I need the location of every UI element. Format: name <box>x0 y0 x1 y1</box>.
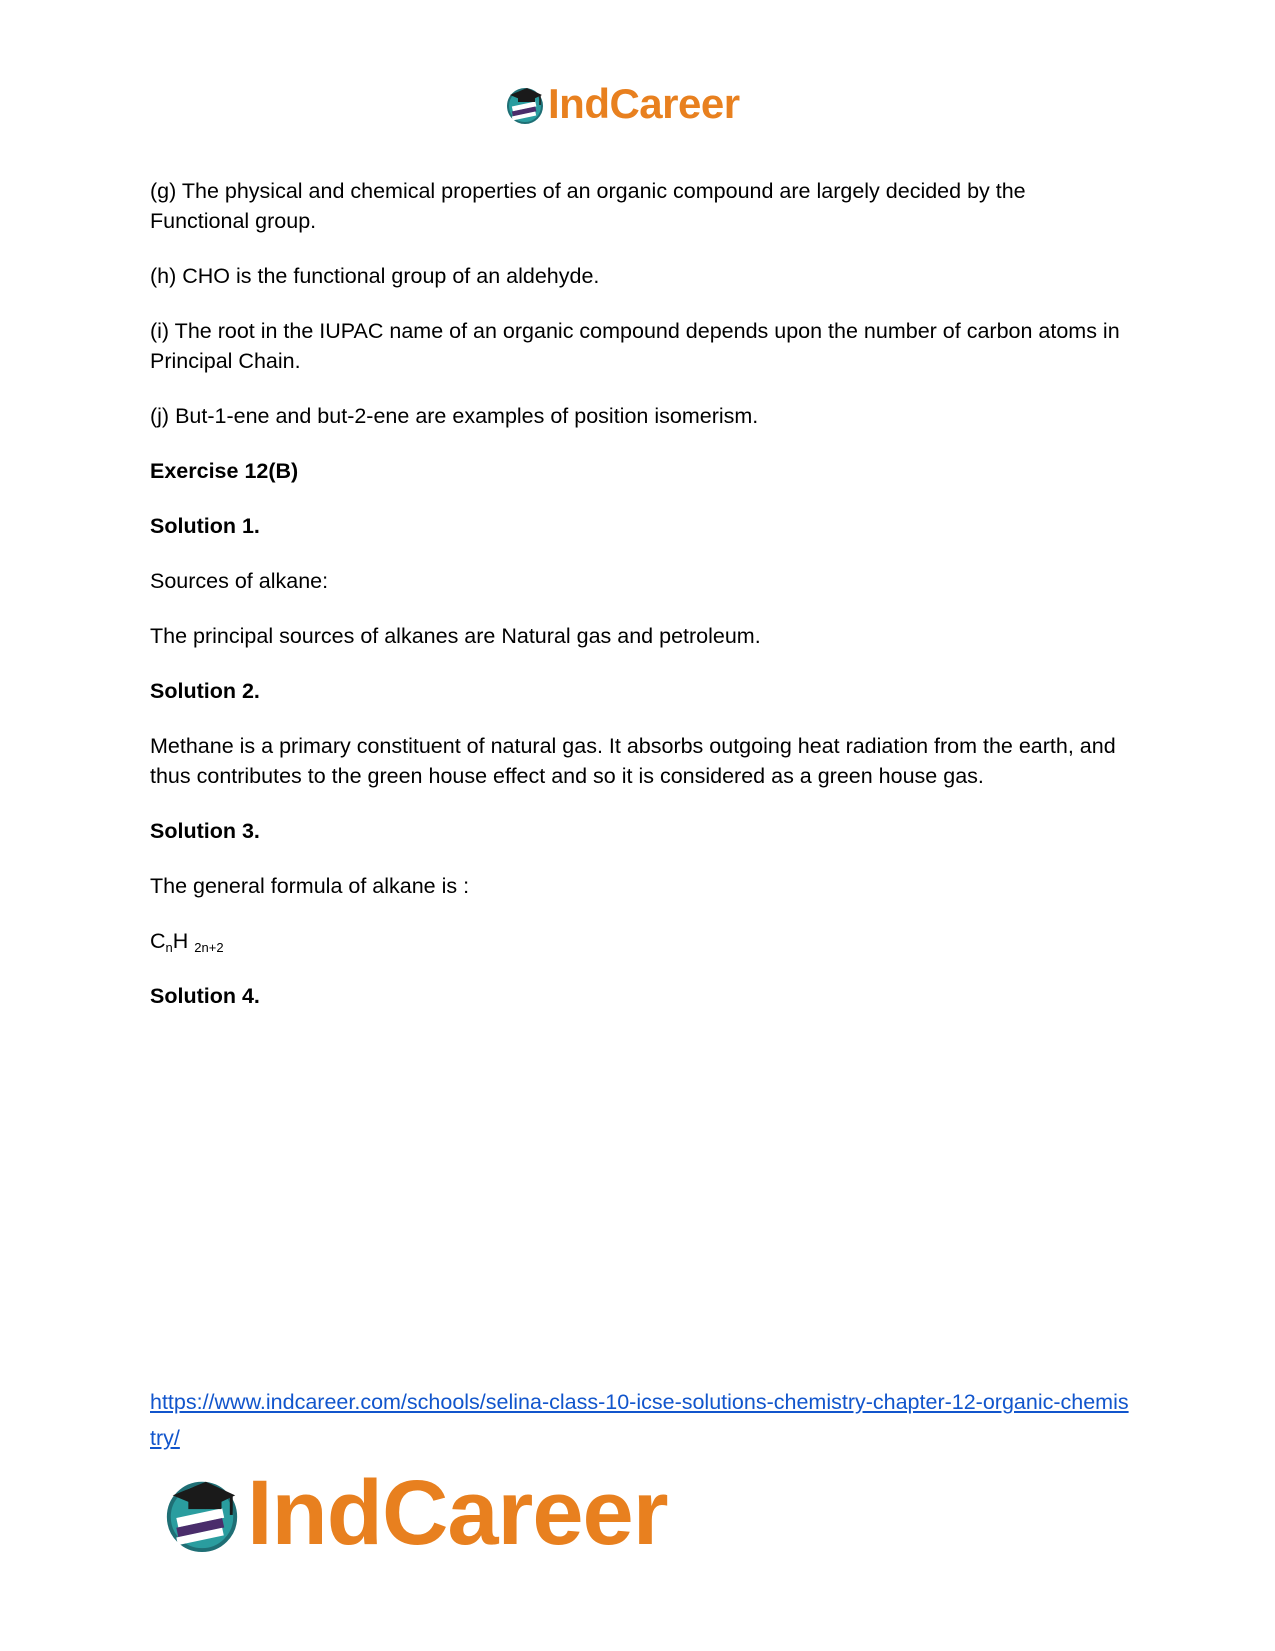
solution-2-heading: Solution 2. <box>150 679 260 703</box>
solution-1-line-2: The principal sources of alkanes are Natural gas and petroleum. <box>150 624 761 648</box>
formula-hydrogen-subscript: 2n+2 <box>194 940 224 955</box>
alkane-formula <box>150 926 1130 956</box>
paragraph-g: (g) The physical and chemical properties of an organic compound are largely decided by the Functional group. <box>150 179 1026 233</box>
graduation-cap-icon <box>161 1472 243 1554</box>
formula-carbon-subscript: n <box>165 940 173 955</box>
solution-4-heading: Solution 4. <box>150 984 260 1008</box>
solution-1-heading: Solution 1. <box>150 514 260 538</box>
solution-1-line-1: Sources of alkane: <box>150 569 329 593</box>
formula-carbon: C <box>150 929 166 953</box>
logo-text: IndCareer <box>548 80 740 127</box>
paragraph-j: (j) But-1-ene and but-2-ene are examples of position isomerism. <box>150 404 759 428</box>
paragraph-i: (i) The root in the IUPAC name of an organic compound depends upon the number of carbon atoms in Principal Chain. <box>150 319 1120 373</box>
solution-2-text: Methane is a primary constituent of natural gas. It absorbs outgoing heat radiation from the earth, and thus contributes to the green house effect and so it is considered as a green house gas. <box>150 734 1116 788</box>
source-link[interactable]: https://www.indcareer.com/schools/selina-class-10-icse-solutions-chemistry-chapter-12-organic-chemistry/ <box>150 1390 1129 1450</box>
formula-hydrogen: H <box>172 929 189 953</box>
header-logo <box>504 80 740 128</box>
document-body <box>150 176 1130 1036</box>
solution-3-text: The general formula of alkane is : <box>150 874 470 898</box>
graduation-cap-icon <box>504 83 546 125</box>
paragraph-h: (h) CHO is the functional group of an aldehyde. <box>150 264 600 288</box>
footer-logo <box>161 1462 668 1564</box>
solution-3-heading: Solution 3. <box>150 819 260 843</box>
logo-text: IndCareer <box>247 1462 668 1564</box>
exercise-heading: Exercise 12(B) <box>150 459 299 483</box>
